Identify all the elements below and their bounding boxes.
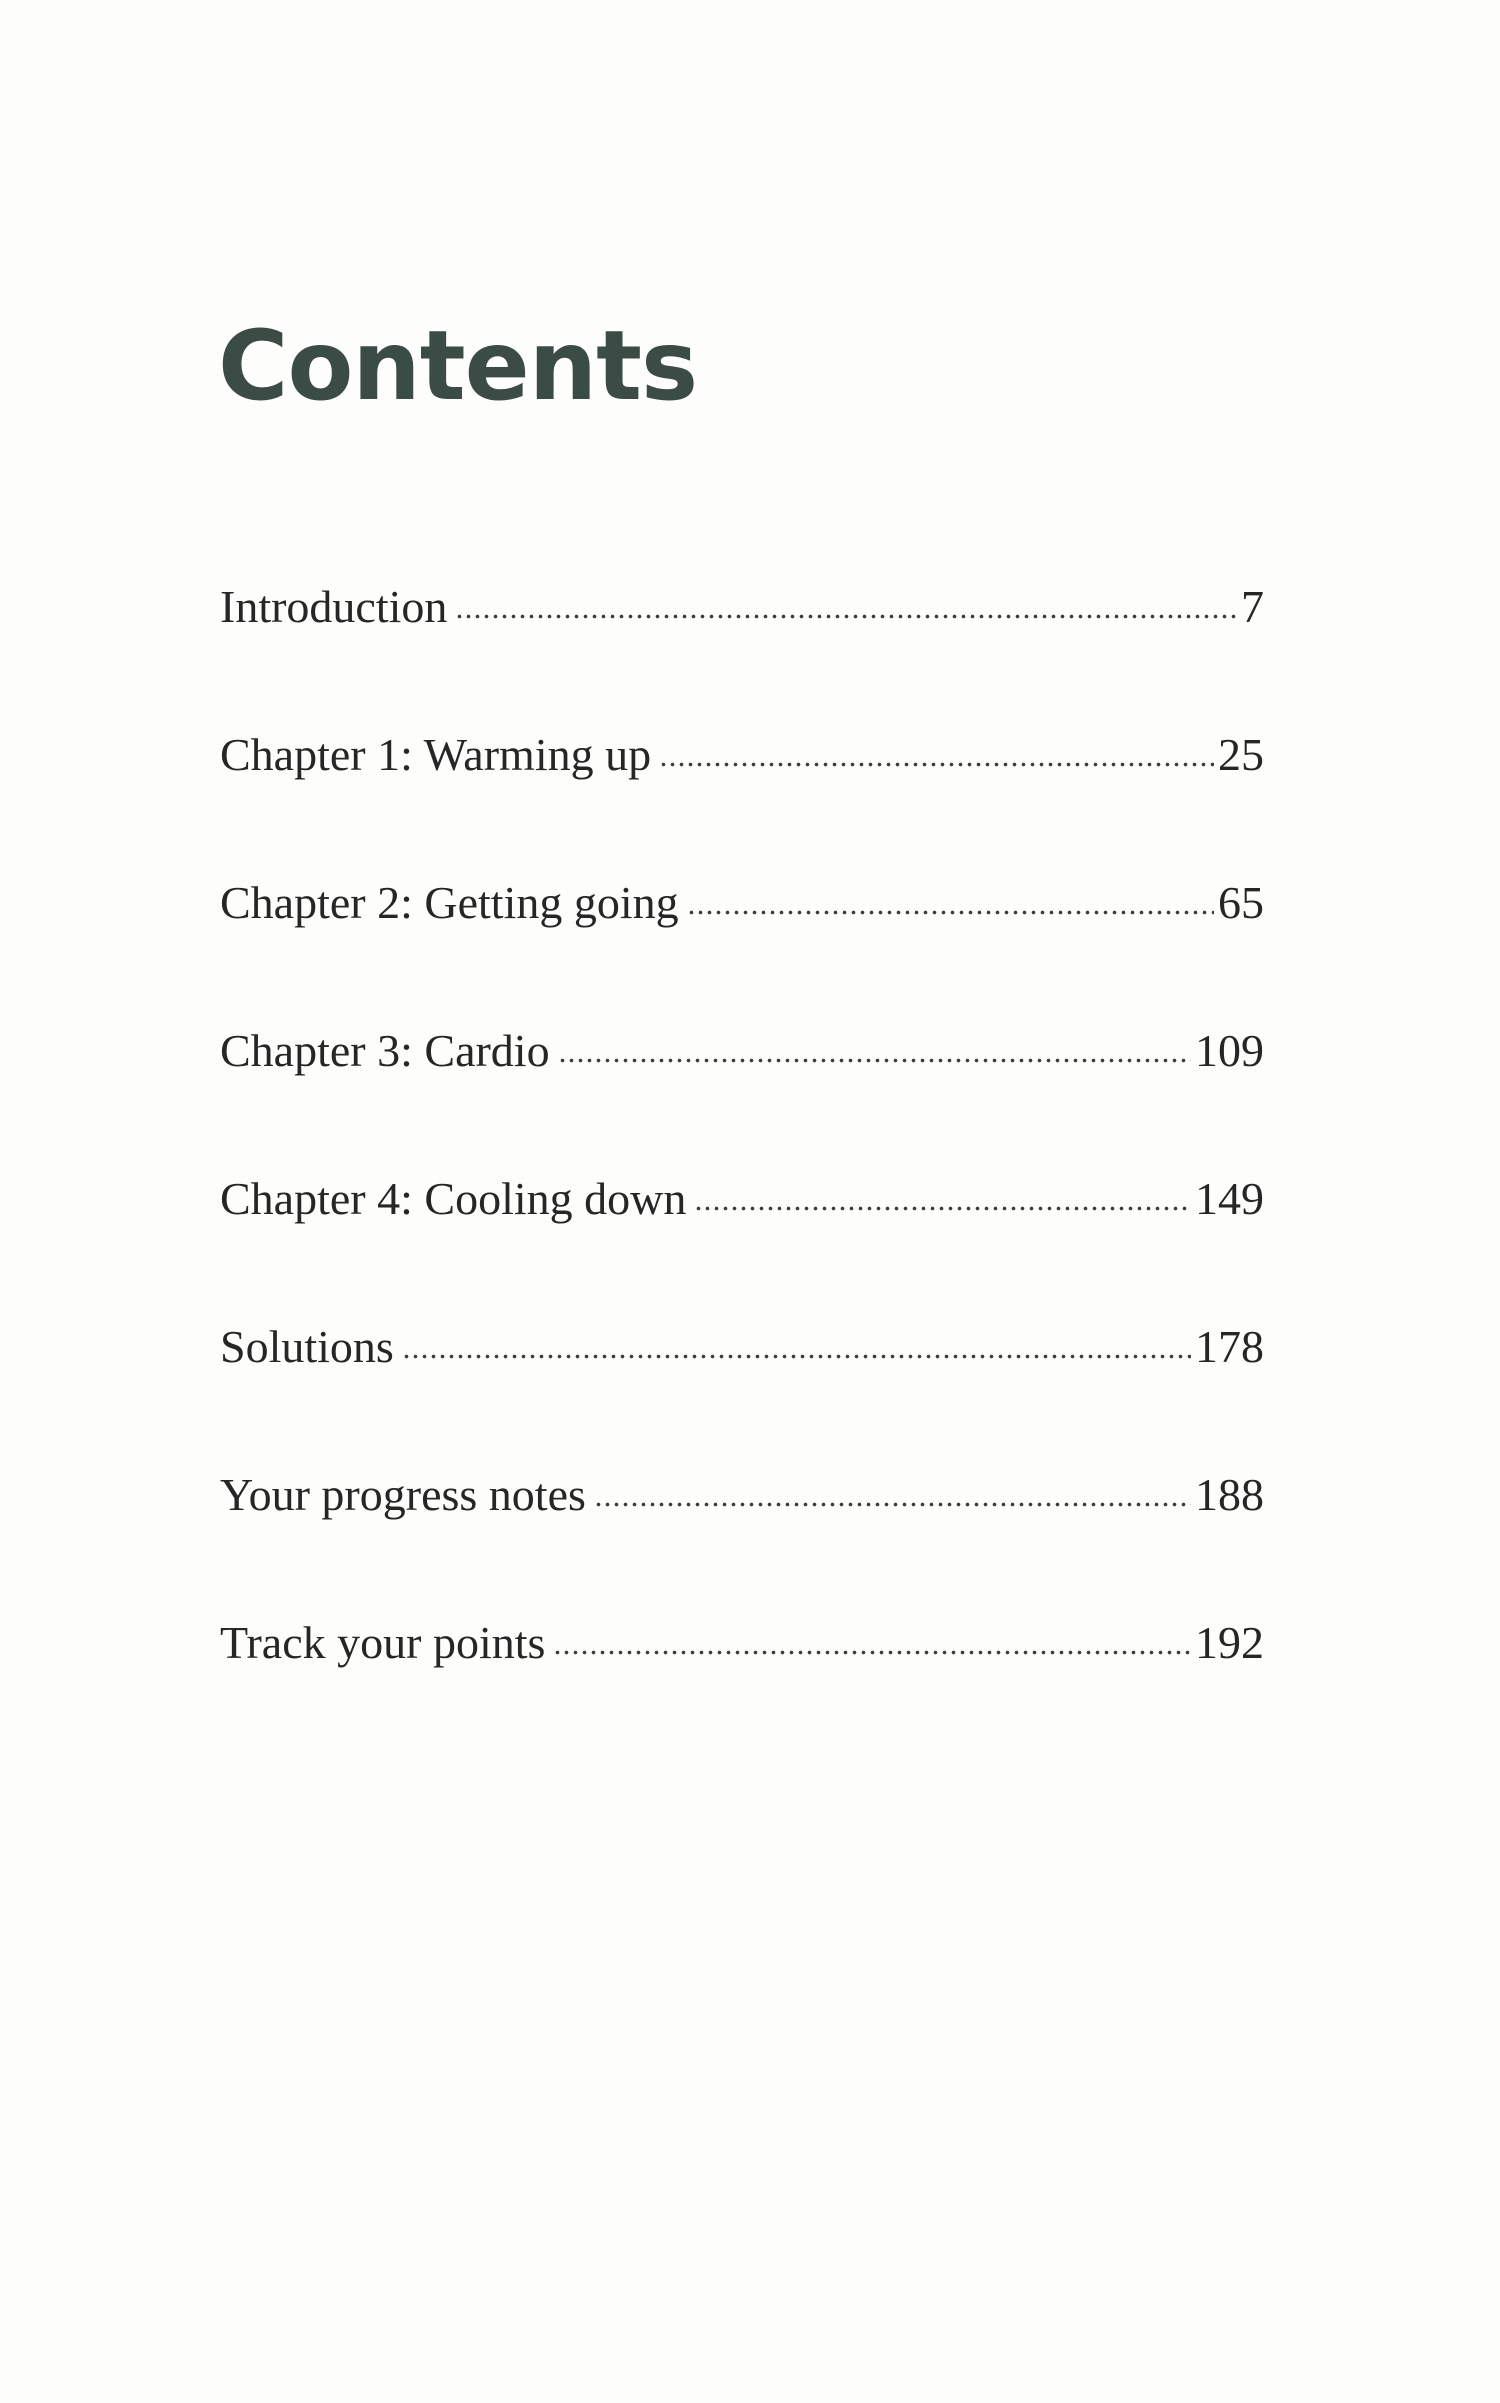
toc-entry-label: Chapter 3: Cardio [220, 1025, 550, 1076]
dot-leader [687, 907, 1214, 917]
toc-entry-label: Solutions [220, 1321, 394, 1372]
toc-page-number: 149 [1195, 1173, 1264, 1224]
page-title: Contents [218, 310, 698, 422]
toc-entry-label: Introduction [220, 581, 448, 632]
dot-leader [553, 1647, 1191, 1657]
toc-page-number: 25 [1218, 729, 1264, 780]
toc-entry-label: Chapter 1: Warming up [220, 729, 652, 780]
toc-page-number: 188 [1195, 1469, 1264, 1520]
toc-page-number: 109 [1195, 1025, 1264, 1076]
dot-leader [659, 759, 1214, 769]
dot-leader [594, 1499, 1191, 1509]
dot-leader [558, 1055, 1191, 1065]
toc-page-number: 7 [1241, 581, 1264, 632]
dot-leader [694, 1203, 1191, 1213]
toc-entry-label: Your progress notes [220, 1469, 586, 1520]
toc-entry-chapter-3 [220, 1024, 1264, 1172]
toc-entry-introduction [220, 580, 1264, 728]
toc-page-number: 192 [1195, 1617, 1264, 1668]
toc-page-number: 65 [1218, 877, 1264, 928]
toc-entry-label: Track your points [220, 1617, 546, 1668]
toc-entry-solutions [220, 1320, 1264, 1468]
toc-entry-label: Chapter 4: Cooling down [220, 1173, 687, 1224]
toc-entry-chapter-4 [220, 1172, 1264, 1320]
toc-entry-track-points [220, 1616, 1264, 1764]
dot-leader [455, 611, 1237, 621]
toc-entry-chapter-2 [220, 876, 1264, 1024]
table-of-contents [220, 580, 1264, 1764]
toc-entry-progress-notes [220, 1468, 1264, 1616]
toc-entry-chapter-1 [220, 728, 1264, 876]
dot-leader [402, 1351, 1191, 1361]
toc-entry-label: Chapter 2: Getting going [220, 877, 679, 928]
toc-page-number: 178 [1195, 1321, 1264, 1372]
